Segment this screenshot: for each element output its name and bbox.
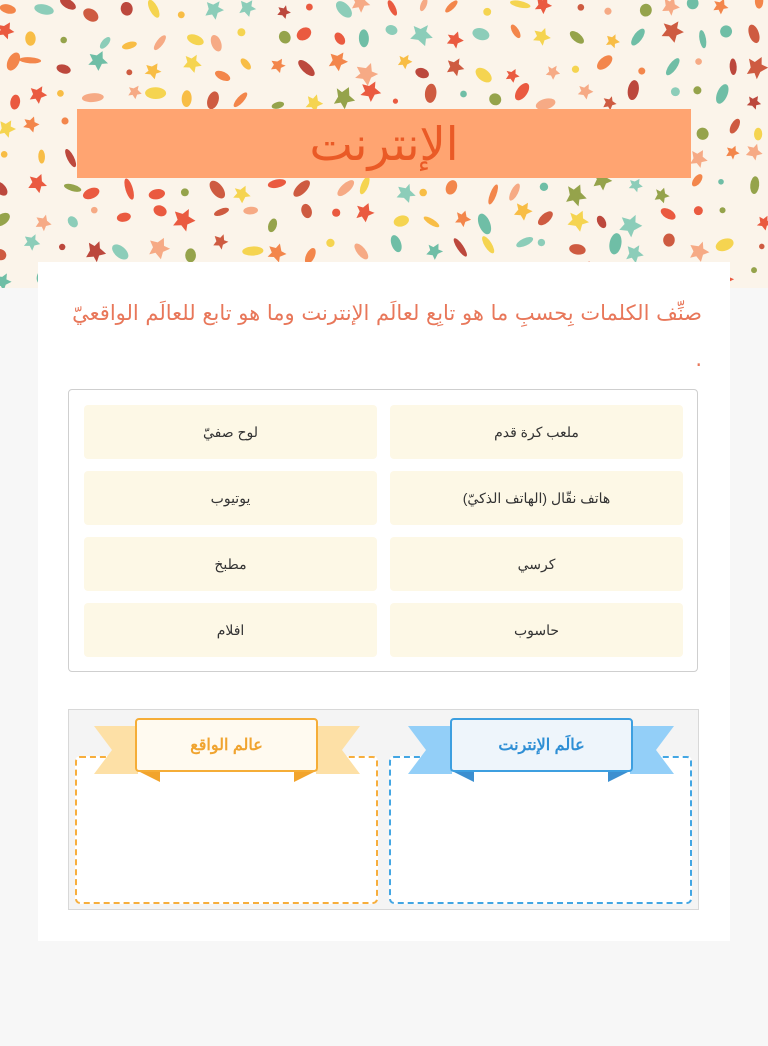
leaf-shape bbox=[352, 241, 371, 261]
leaf-shape bbox=[356, 203, 374, 222]
leaf-shape bbox=[81, 185, 101, 201]
leaf-shape bbox=[487, 91, 504, 108]
leaf-shape bbox=[55, 63, 71, 76]
leaf-shape bbox=[512, 81, 532, 103]
leaf-shape bbox=[152, 203, 169, 218]
leaf-shape bbox=[149, 238, 170, 259]
leaf-shape bbox=[751, 267, 757, 273]
leaf-shape bbox=[749, 176, 760, 195]
leaf-shape bbox=[91, 207, 98, 214]
leaf-shape bbox=[277, 5, 291, 19]
leaf-shape bbox=[126, 69, 132, 75]
leaf-shape bbox=[296, 57, 318, 78]
leaf-shape bbox=[181, 90, 192, 107]
leaf-shape bbox=[483, 8, 491, 16]
leaf-shape bbox=[242, 246, 264, 256]
leaf-shape bbox=[694, 125, 710, 142]
leaf-shape bbox=[1, 151, 8, 158]
leaf-shape bbox=[98, 35, 112, 50]
leaf-shape bbox=[475, 212, 494, 236]
leaf-shape bbox=[237, 28, 245, 36]
leaf-shape bbox=[23, 117, 39, 133]
leaf-shape bbox=[538, 239, 545, 246]
word-chip[interactable]: كرسي bbox=[390, 537, 683, 591]
leaf-shape bbox=[326, 239, 334, 247]
title-bar bbox=[77, 109, 691, 178]
leaf-shape bbox=[755, 0, 764, 9]
leaf-shape bbox=[568, 29, 586, 46]
leaf-shape bbox=[178, 11, 185, 18]
leaf-shape bbox=[444, 178, 460, 196]
leaf-shape bbox=[185, 32, 205, 47]
leaf-shape bbox=[57, 90, 64, 97]
leaf-shape bbox=[480, 234, 497, 255]
leaf-shape bbox=[473, 65, 495, 85]
leaf-shape bbox=[0, 273, 12, 288]
leaf-shape bbox=[306, 4, 313, 11]
leaf-shape bbox=[291, 177, 313, 199]
leaf-shape bbox=[729, 58, 737, 75]
leaf-shape bbox=[594, 53, 615, 73]
page-title: الإنترنت bbox=[309, 116, 459, 171]
leaf-shape bbox=[426, 244, 443, 260]
leaf-shape bbox=[36, 215, 52, 232]
leaf-shape bbox=[546, 66, 560, 80]
leaf-shape bbox=[626, 245, 644, 263]
leaf-shape bbox=[386, 0, 399, 17]
leaf-shape bbox=[60, 37, 67, 44]
leaf-shape bbox=[629, 179, 643, 192]
leaf-shape bbox=[384, 24, 398, 37]
leaf-shape bbox=[566, 185, 587, 207]
leaf-shape bbox=[690, 242, 709, 262]
leaf-shape bbox=[714, 236, 736, 254]
leaf-shape bbox=[82, 92, 104, 102]
leaf-shape bbox=[185, 248, 196, 262]
leaf-shape bbox=[659, 206, 678, 222]
leaf-shape bbox=[213, 206, 230, 218]
leaf-shape bbox=[267, 178, 287, 190]
leaf-shape bbox=[540, 183, 548, 191]
leaf-shape bbox=[619, 215, 642, 238]
leaf-shape bbox=[329, 53, 348, 72]
leaf-shape bbox=[181, 188, 189, 196]
leaf-shape bbox=[271, 59, 286, 73]
leaf-shape bbox=[662, 21, 684, 42]
leaf-shape bbox=[452, 237, 469, 259]
leaf-shape bbox=[606, 34, 620, 48]
leaf-shape bbox=[506, 69, 520, 83]
leaf-shape bbox=[233, 186, 250, 204]
leaf-shape bbox=[533, 28, 551, 46]
leaf-shape bbox=[693, 86, 701, 94]
leaf-shape bbox=[662, 0, 680, 16]
leaf-shape bbox=[213, 69, 231, 84]
leaf-shape bbox=[595, 214, 608, 230]
leaf-shape bbox=[24, 234, 40, 251]
leaf-shape bbox=[663, 233, 675, 247]
leaf-shape bbox=[0, 3, 17, 16]
leaf-shape bbox=[608, 232, 623, 255]
leaf-shape bbox=[414, 66, 431, 80]
leaf-shape bbox=[19, 56, 41, 64]
word-chip[interactable]: يوتيوب bbox=[84, 471, 377, 525]
leaf-shape bbox=[86, 241, 106, 262]
leaf-shape bbox=[4, 50, 23, 72]
leaf-shape bbox=[604, 8, 611, 15]
leaf-shape bbox=[572, 66, 579, 73]
leaf-shape bbox=[746, 144, 763, 161]
leaf-shape bbox=[718, 24, 734, 40]
leaf-shape bbox=[38, 150, 45, 164]
leaf-shape bbox=[507, 182, 522, 202]
leaf-shape bbox=[759, 244, 765, 250]
leaf-shape bbox=[239, 0, 256, 17]
leaf-shape bbox=[424, 83, 437, 103]
word-chip[interactable]: هاتف نقّال (الهاتف الذكيّ) bbox=[390, 471, 683, 525]
leaf-shape bbox=[639, 3, 653, 17]
leaf-shape bbox=[335, 178, 357, 199]
leaf-shape bbox=[58, 0, 78, 12]
leaf-shape bbox=[183, 55, 202, 73]
leaf-shape bbox=[88, 51, 108, 71]
leaf-shape bbox=[460, 91, 467, 98]
leaf-shape bbox=[746, 23, 762, 44]
leaf-shape bbox=[9, 94, 21, 110]
leaf-shape bbox=[397, 184, 416, 203]
leaf-shape bbox=[418, 0, 429, 12]
leaf-shape bbox=[720, 207, 726, 213]
leaf-shape bbox=[695, 58, 702, 65]
leaf-shape bbox=[447, 32, 464, 49]
leaf-shape bbox=[536, 209, 556, 228]
leaf-shape bbox=[128, 86, 141, 99]
leaf-shape bbox=[509, 23, 523, 40]
leaf-shape bbox=[145, 87, 166, 99]
leaf-shape bbox=[232, 90, 250, 109]
leaf-shape bbox=[757, 216, 768, 231]
leaf-shape bbox=[0, 179, 10, 198]
leaf-shape bbox=[359, 29, 370, 47]
leaf-shape bbox=[422, 215, 440, 230]
leaf-shape bbox=[205, 1, 224, 20]
leaf-shape bbox=[332, 31, 347, 47]
leaf-shape bbox=[638, 68, 645, 75]
leaf-shape bbox=[698, 30, 708, 49]
leaf-shape bbox=[629, 27, 648, 48]
leaf-shape bbox=[514, 203, 533, 221]
leaf-shape bbox=[419, 189, 427, 197]
leaf-shape bbox=[59, 244, 65, 250]
leaf-shape bbox=[360, 82, 381, 103]
leaf-shape bbox=[243, 206, 258, 215]
leaf-shape bbox=[0, 120, 16, 137]
leaf-shape bbox=[713, 0, 728, 14]
leaf-shape bbox=[63, 182, 82, 193]
leaf-shape bbox=[146, 0, 162, 19]
leaf-shape bbox=[61, 117, 68, 124]
word-chip[interactable]: لوح صفيّ bbox=[84, 405, 377, 459]
leaf-shape bbox=[671, 87, 680, 96]
leaf-shape bbox=[334, 87, 355, 109]
leaf-shape bbox=[578, 84, 594, 99]
leaf-shape bbox=[294, 25, 313, 43]
leaf-shape bbox=[120, 1, 134, 17]
instruction-text: صنِّف الكلمات بِحسبِ ما هو تابِع لعالَم الإنترنت وما هو تابع للعالَم الواقعيّ . bbox=[72, 301, 702, 371]
leaf-shape bbox=[332, 209, 340, 217]
leaf-shape bbox=[664, 56, 682, 77]
leaf-shape bbox=[352, 0, 370, 13]
leaf-shape bbox=[410, 25, 433, 46]
leaf-shape bbox=[333, 0, 355, 21]
word-chip[interactable]: مطبخ bbox=[84, 537, 377, 591]
leaf-shape bbox=[209, 33, 224, 53]
leaf-shape bbox=[509, 0, 531, 10]
leaf-shape bbox=[0, 247, 9, 263]
leaf-shape bbox=[443, 0, 459, 14]
leaf-shape bbox=[81, 6, 101, 25]
leaf-shape bbox=[568, 211, 590, 232]
leaf-shape bbox=[392, 214, 410, 229]
leaf-shape bbox=[122, 177, 135, 200]
category-label-real-world: عالم الواقع bbox=[135, 718, 318, 772]
leaf-shape bbox=[266, 217, 278, 233]
leaf-shape bbox=[694, 206, 703, 215]
leaf-shape bbox=[277, 29, 293, 46]
leaf-shape bbox=[568, 243, 586, 256]
category-label-internet: عالَم الإنترنت bbox=[450, 718, 633, 772]
leaf-shape bbox=[205, 90, 221, 111]
leaf-shape bbox=[300, 203, 314, 220]
leaf-shape bbox=[116, 212, 131, 223]
word-chip[interactable]: افلام bbox=[84, 603, 377, 657]
leaf-shape bbox=[447, 58, 464, 76]
leaf-shape bbox=[358, 175, 372, 195]
leaf-shape bbox=[30, 86, 47, 104]
leaf-shape bbox=[486, 183, 500, 205]
leaf-shape bbox=[0, 210, 12, 229]
leaf-shape bbox=[455, 211, 471, 228]
leaf-shape bbox=[398, 55, 413, 69]
leaf-shape bbox=[33, 2, 55, 16]
leaf-shape bbox=[25, 31, 36, 46]
leaf-shape bbox=[393, 99, 398, 104]
leaf-shape bbox=[687, 0, 699, 10]
leaf-shape bbox=[471, 26, 491, 42]
leaf-shape bbox=[148, 188, 166, 201]
leaf-shape bbox=[626, 79, 640, 101]
leaf-shape bbox=[728, 117, 743, 135]
leaf-shape bbox=[726, 146, 739, 160]
leaf-shape bbox=[515, 235, 535, 249]
leaf-shape bbox=[145, 63, 162, 79]
leaf-shape bbox=[239, 57, 253, 72]
leaf-shape bbox=[268, 244, 287, 263]
leaf-shape bbox=[66, 214, 80, 229]
leaf-shape bbox=[28, 174, 47, 193]
leaf-shape bbox=[121, 40, 137, 51]
leaf-shape bbox=[213, 234, 228, 249]
leaf-shape bbox=[173, 209, 195, 232]
leaf-shape bbox=[713, 82, 731, 105]
leaf-shape bbox=[0, 22, 14, 39]
leaf-shape bbox=[152, 33, 168, 51]
leaf-shape bbox=[535, 0, 552, 14]
word-chip[interactable]: حاسوب bbox=[390, 603, 683, 657]
word-chip[interactable]: ملعب كرة قدم bbox=[390, 405, 683, 459]
leaf-shape bbox=[690, 150, 708, 168]
leaf-shape bbox=[109, 241, 131, 262]
leaf-shape bbox=[655, 188, 670, 204]
leaf-shape bbox=[207, 178, 229, 201]
leaf-shape bbox=[690, 172, 705, 188]
leaf-shape bbox=[747, 96, 761, 110]
leaf-shape bbox=[578, 4, 585, 11]
leaf-shape bbox=[63, 148, 78, 169]
leaf-shape bbox=[718, 179, 724, 185]
leaf-shape bbox=[754, 128, 762, 141]
leaf-shape bbox=[747, 57, 768, 79]
leaf-shape bbox=[389, 234, 404, 254]
